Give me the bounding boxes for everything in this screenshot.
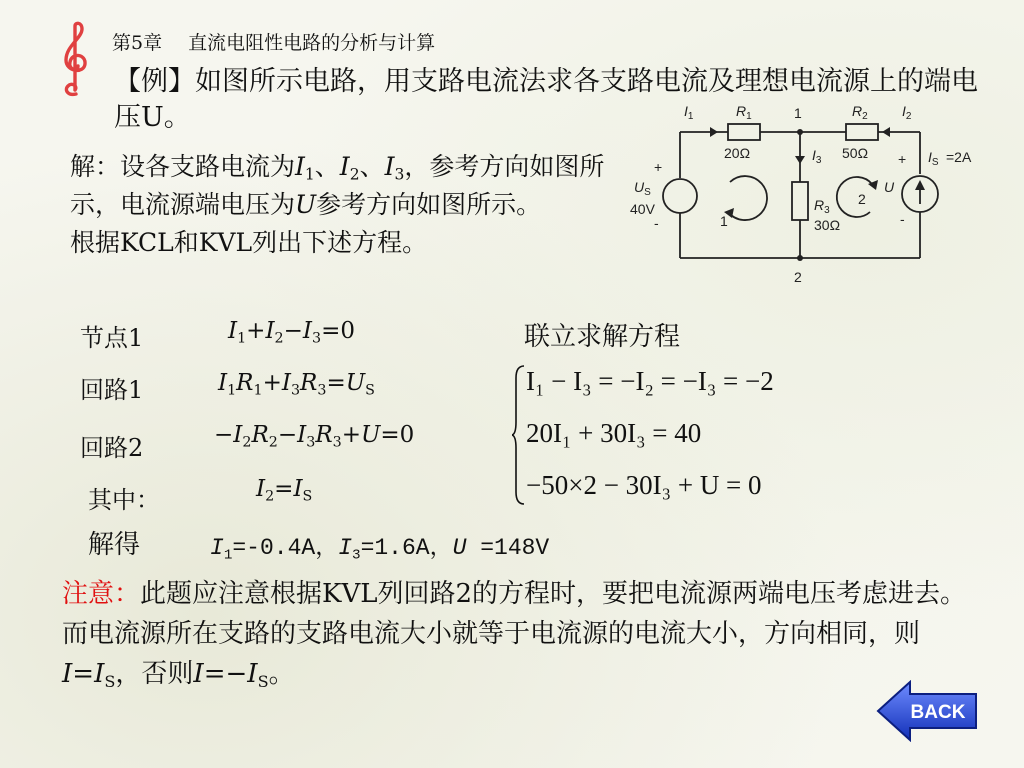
svg-text:+: + <box>654 159 663 175</box>
svg-text:R2: $R_2$ <box>852 103 868 122</box>
note-label: 注意： <box>62 579 141 609</box>
node-2-label: 2 <box>794 269 802 285</box>
svg-text:-: - <box>900 211 905 227</box>
node-equation: $I_1+I_2-I_3=0$ <box>228 318 355 347</box>
svg-text:U: U <box>884 179 895 195</box>
svg-text:IS: $I_S$ <box>928 149 939 168</box>
svg-text:R3: $R_3$ <box>814 197 830 216</box>
back-label: BACK <box>910 702 966 723</box>
svg-text:I2: $I_2$ <box>902 103 912 122</box>
svg-text:I3: $I_3$ <box>812 147 822 166</box>
result-label: 解得 <box>88 530 141 560</box>
loop2-label: 回路2 <box>80 434 144 462</box>
system-line-3: −50×2 − 30I₃ + U = 0 <box>526 470 762 500</box>
svg-text:US: $U_S$ <box>634 179 651 198</box>
loop-2-label: 2 <box>858 191 866 207</box>
chapter-number: 第5章 <box>112 32 163 54</box>
voltage-source <box>663 179 697 213</box>
result-values: $I_1=-0.4A$，$I_3=1.6A$，U =148V <box>210 535 550 564</box>
is-value: =2A <box>946 149 972 165</box>
back-arrow-icon <box>876 680 980 742</box>
loop-1-label: 1 <box>720 213 728 229</box>
back-button[interactable] <box>876 680 980 742</box>
node-label: 节点1 <box>80 324 144 352</box>
example-problem: 【例】如图所示电路，用支路电流法求各支路电流及理想电流源上的端电压U。 <box>114 66 978 133</box>
r3-value: 30Ω <box>814 217 841 233</box>
svg-text:R1: $R_1$ <box>736 103 752 122</box>
r1-value: 20Ω <box>724 145 751 161</box>
treble-clef-icon <box>58 20 92 100</box>
resistor-r1 <box>728 124 760 140</box>
kcl-kvl-line: 根据KCL和KVL列出下述方程。 <box>70 228 428 257</box>
resistor-r2 <box>846 124 878 140</box>
r2-value: 50Ω <box>842 145 869 161</box>
svg-text:+: + <box>898 151 907 167</box>
chapter-header <box>112 28 435 55</box>
vs-value: 40V <box>630 201 655 217</box>
solution-text: 解：设各支路电流为$I_1$、$I_2$、$I_3$，参考方向如图所示，电流源端电压为U参考方向如图所示。 根据KCL和KVL列出下述方程。 <box>70 152 605 257</box>
svg-text:I1: $I_1$ <box>684 103 694 122</box>
solve-label: 联立求解方程 <box>524 322 681 352</box>
note-paragraph: 注意：此题应注意根据KVL列回路2的方程时，要把电流源两端电压考虑进去。而电流源所在支路的支路电流大小就等于电流源的电流大小，方向相同，则$I=I_S$，否则$I=-I_S$。 <box>62 579 967 691</box>
system-line-2: 20I₁ + 30I₃ = 40 <box>526 418 702 448</box>
node-1-label: 1 <box>794 105 802 121</box>
equation-system <box>512 362 852 510</box>
loop1-equation: $I_1R_1+I_3R_3=U_S$ <box>218 370 375 399</box>
loop1-label: 回路1 <box>80 376 144 404</box>
chapter-title: 直流电阻性电路的分析与计算 <box>188 32 436 54</box>
where-label: 其中： <box>88 486 160 514</box>
loop2-equation: $-I_2R_2-I_3R_3+U=0$ <box>214 422 415 451</box>
svg-text:-: - <box>654 215 659 231</box>
circuit-diagram <box>620 100 1000 300</box>
where-equation: $I_2=I_S$ <box>256 476 313 505</box>
system-line-1: I₁ − I₃ = −I₂ = −I₃ = −2 <box>526 366 774 396</box>
resistor-r3 <box>792 182 808 220</box>
left-brace-icon <box>512 364 526 506</box>
